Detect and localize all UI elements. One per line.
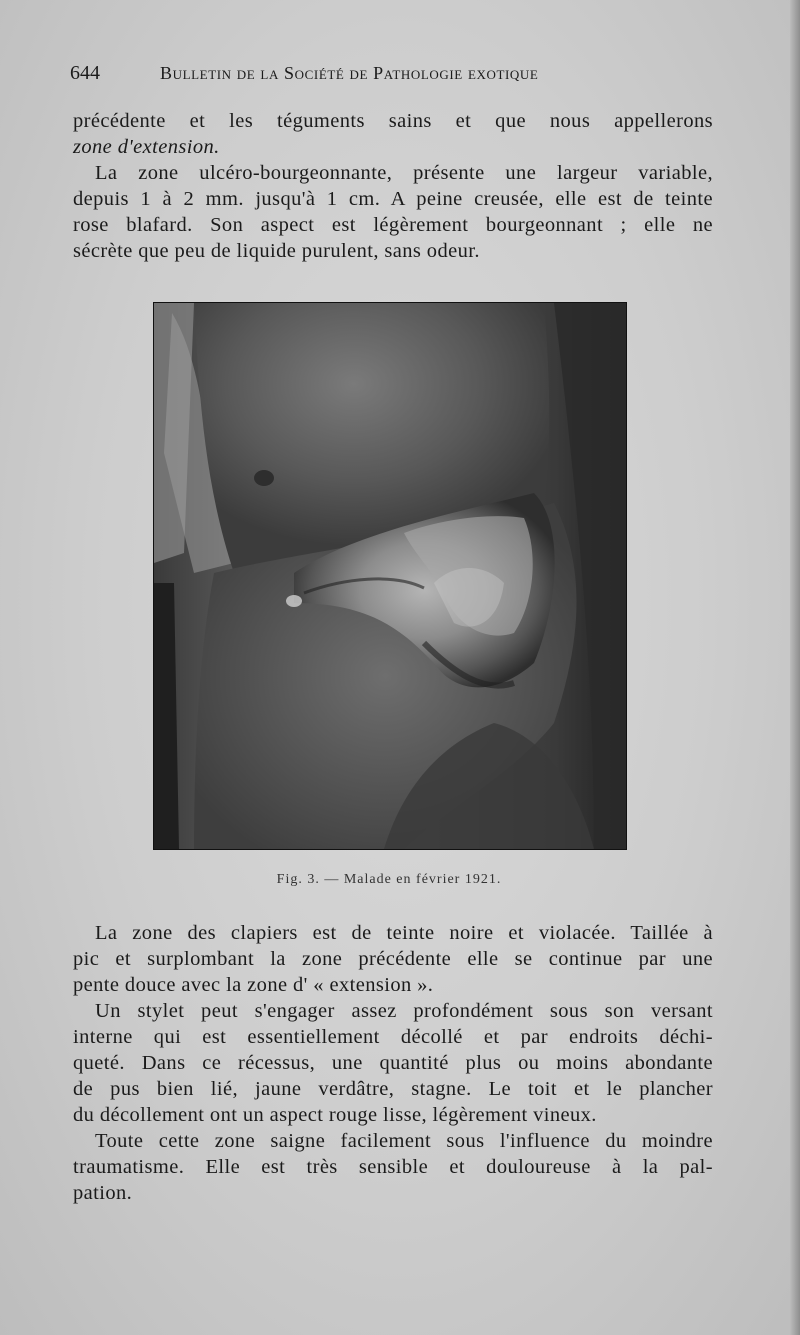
text-line: interne qui est essentiellement décollé et par endroits déchi-: [73, 1026, 713, 1048]
text-line: pation.: [73, 1182, 133, 1204]
figure-caption: Fig. 3. — Malade en février 1921.: [276, 872, 502, 887]
text-line: rose blafard. Son aspect est légèrement bourgeonnant ; elle ne: [73, 214, 713, 236]
text-line: pente douce avec la zone d' « extension ».: [73, 974, 434, 996]
photograph-image: [154, 303, 626, 849]
text-line: La zone des clapiers est de teinte noire et violacée. Taillée à: [95, 922, 713, 944]
text-line: La zone ulcéro-bourgeonnante, présente une largeur variable,: [95, 162, 713, 184]
bottom-text-block: [73, 920, 713, 1206]
italic-term: zone d'extension.: [73, 136, 220, 158]
text-line: queté. Dans ce récessus, une quantité plus ou moins abondante: [73, 1052, 713, 1074]
text-line: pic et surplombant la zone précédente elle se continue par une: [73, 948, 713, 970]
paragraph-saigne: [73, 1128, 713, 1206]
text-line: précédente et les téguments sains et que nous appellerons: [73, 110, 713, 132]
figure-photograph: [153, 302, 627, 850]
text-line: de pus bien lié, jaune verdâtre, stagne. Le toit et le plancher: [73, 1078, 713, 1100]
top-text-block: [73, 108, 713, 264]
text-line: traumatisme. Elle est très sensible et douloureuse à la pal-: [73, 1156, 713, 1178]
text-line: sécrète que peu de liquide purulent, sans odeur.: [73, 240, 480, 262]
text-line: depuis 1 à 2 mm. jusqu'à 1 cm. A peine creusée, elle est de teinte: [73, 188, 713, 210]
paragraph-stylet: [73, 998, 713, 1128]
page-edge: [790, 0, 800, 1335]
page-header: [70, 62, 710, 88]
running-head: Bulletin de la Société de Pathologie exotique: [160, 63, 539, 83]
text-line: [73, 134, 713, 160]
page-number: 644: [70, 62, 100, 84]
paragraph-continuation: [73, 108, 713, 160]
text-line: Un stylet peut s'engager assez profondément sous son versant: [95, 1000, 713, 1022]
paragraph-ulcero-bourgeonnante: [73, 160, 713, 264]
paragraph-clapiers: [73, 920, 713, 998]
text-line: du décollement ont un aspect rouge lisse, légèrement vineux.: [73, 1104, 597, 1126]
text-line: Toute cette zone saigne facilement sous l'influence du moindre: [95, 1130, 713, 1152]
